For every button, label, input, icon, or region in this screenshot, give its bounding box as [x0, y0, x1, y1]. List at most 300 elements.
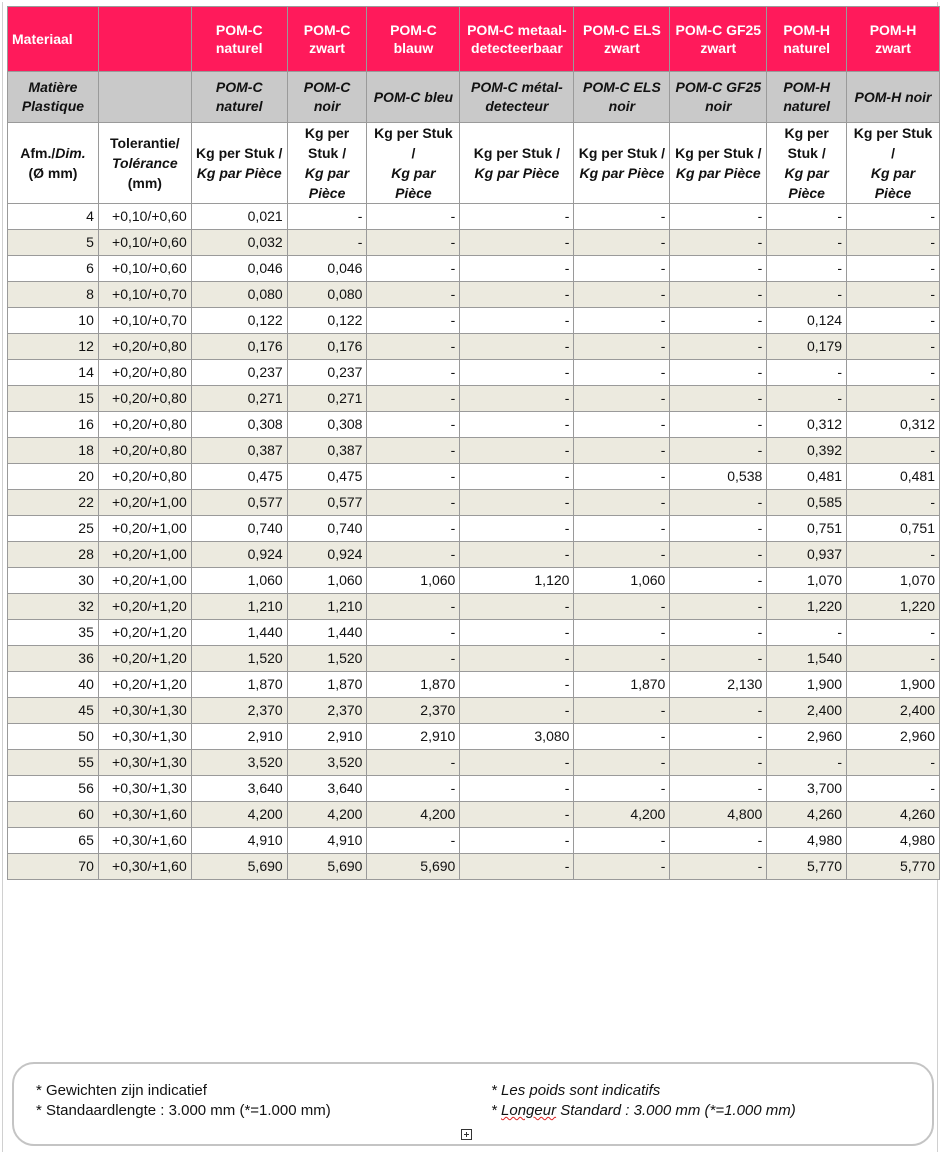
header-row-units — [8, 123, 940, 204]
weight-cell: 1,900 — [847, 672, 940, 698]
tolerance-cell: +0,20/+1,00 — [98, 516, 191, 542]
dimension-cell: 6 — [8, 256, 99, 282]
weight-cell: 4,980 — [847, 828, 940, 854]
weight-cell: - — [287, 230, 367, 256]
weight-cell: - — [574, 204, 670, 230]
tolerance-cell: +0,10/+0,70 — [98, 308, 191, 334]
weight-cell: 3,640 — [191, 776, 287, 802]
dimension-cell: 22 — [8, 490, 99, 516]
weight-cell: - — [670, 204, 767, 230]
weight-cell: 0,751 — [847, 516, 940, 542]
materiaal-label: Materiaal — [8, 7, 99, 72]
kg-label-fr: Kg par Pièce — [784, 165, 829, 201]
weight-cell: - — [767, 230, 847, 256]
weight-cell: - — [574, 308, 670, 334]
table-row — [8, 438, 940, 464]
weight-cell: - — [460, 204, 574, 230]
weight-cell: 0,392 — [767, 438, 847, 464]
weight-cell: - — [460, 698, 574, 724]
material-fr-8: POM-H noir — [847, 72, 940, 123]
table-row — [8, 750, 940, 776]
weight-cell: - — [574, 334, 670, 360]
dimension-cell: 65 — [8, 828, 99, 854]
kg-header — [191, 123, 287, 204]
weight-cell: 2,370 — [367, 698, 460, 724]
weight-cell: 1,060 — [191, 568, 287, 594]
tolerance-unit: (mm) — [127, 175, 162, 191]
weight-cell: 1,210 — [191, 594, 287, 620]
weight-cell: 0,122 — [287, 308, 367, 334]
weight-cell: - — [574, 854, 670, 880]
weight-cell: 0,021 — [191, 204, 287, 230]
table-row — [8, 802, 940, 828]
weight-cell: - — [574, 698, 670, 724]
weight-cell: - — [574, 412, 670, 438]
material-nl-3: POM-C blauw — [367, 7, 460, 72]
weight-cell: 0,032 — [191, 230, 287, 256]
dimension-cell: 5 — [8, 230, 99, 256]
tolerance-cell: +0,30/+1,30 — [98, 776, 191, 802]
weight-cell: 1,870 — [367, 672, 460, 698]
weight-cell: - — [670, 360, 767, 386]
table-row — [8, 646, 940, 672]
weight-cell: - — [574, 360, 670, 386]
tolerance-cell: +0,30/+1,60 — [98, 854, 191, 880]
kg-label-nl: Kg per Stuk / — [853, 125, 933, 161]
weight-cell: 1,210 — [287, 594, 367, 620]
dimension-cell: 4 — [8, 204, 99, 230]
tolerance-cell: +0,20/+1,20 — [98, 646, 191, 672]
weight-cell: 1,520 — [287, 646, 367, 672]
weight-cell: 1,220 — [767, 594, 847, 620]
table-row — [8, 828, 940, 854]
weight-cell: 1,070 — [847, 568, 940, 594]
weight-cell: - — [767, 360, 847, 386]
weight-cell: 0,585 — [767, 490, 847, 516]
weight-cell: - — [670, 230, 767, 256]
weight-cell: - — [574, 386, 670, 412]
weights-table — [7, 6, 940, 880]
kg-label-nl: Kg per Stuk / — [578, 145, 666, 161]
weight-cell: 2,370 — [287, 698, 367, 724]
weight-cell: - — [287, 204, 367, 230]
kg-label-nl: Kg per Stuk / — [675, 145, 762, 161]
weight-cell: - — [460, 230, 574, 256]
kg-header — [287, 123, 367, 204]
weight-cell: 1,900 — [767, 672, 847, 698]
weight-cell: - — [367, 646, 460, 672]
weight-cell: - — [670, 620, 767, 646]
weight-cell: 4,800 — [670, 802, 767, 828]
dimension-cell: 36 — [8, 646, 99, 672]
weight-cell: - — [670, 646, 767, 672]
tolerance-cell: +0,30/+1,30 — [98, 750, 191, 776]
kg-header — [460, 123, 574, 204]
weight-cell: - — [847, 776, 940, 802]
material-fr-6: POM-C GF25 noir — [670, 72, 767, 123]
tolerance-cell: +0,10/+0,60 — [98, 230, 191, 256]
weight-cell: 0,387 — [191, 438, 287, 464]
weight-cell: - — [574, 490, 670, 516]
table-row — [8, 230, 940, 256]
kg-label-nl: Kg per Stuk / — [784, 125, 829, 161]
kg-label-fr: Kg par Pièce — [304, 165, 350, 201]
weight-cell: - — [847, 256, 940, 282]
table-row — [8, 282, 940, 308]
weight-cell: 4,200 — [574, 802, 670, 828]
weight-cell: - — [460, 464, 574, 490]
weight-cell: - — [460, 672, 574, 698]
footnote-length-fr — [491, 1101, 796, 1121]
weight-cell: - — [460, 620, 574, 646]
weight-cell: - — [847, 308, 940, 334]
tolerance-label-nl: Tolerantie/ — [109, 135, 180, 151]
weight-cell: - — [367, 620, 460, 646]
weight-cell: 2,370 — [191, 698, 287, 724]
weight-cell: - — [460, 490, 574, 516]
table-row — [8, 464, 940, 490]
kg-label-fr: Kg par Pièce — [675, 165, 761, 181]
misspelled-word: Longeur — [501, 1102, 557, 1119]
table-row — [8, 256, 940, 282]
weight-cell: - — [367, 230, 460, 256]
weight-cell: - — [367, 490, 460, 516]
dimension-cell: 10 — [8, 308, 99, 334]
tolerance-cell: +0,30/+1,30 — [98, 724, 191, 750]
weight-cell: 1,540 — [767, 646, 847, 672]
tolerance-cell: +0,20/+1,00 — [98, 490, 191, 516]
weight-cell: 4,260 — [847, 802, 940, 828]
weight-cell: - — [460, 516, 574, 542]
material-fr-7: POM-H naturel — [767, 72, 847, 123]
weight-cell: - — [367, 308, 460, 334]
weight-cell: 4,980 — [767, 828, 847, 854]
dimension-cell: 12 — [8, 334, 99, 360]
weight-cell: - — [574, 230, 670, 256]
kg-label-nl: Kg per Stuk / — [374, 125, 453, 161]
table-row — [8, 854, 940, 880]
table-row — [8, 620, 940, 646]
weight-cell: 0,740 — [191, 516, 287, 542]
dimension-cell: 70 — [8, 854, 99, 880]
weight-cell: - — [460, 750, 574, 776]
material-fr-4: POM-C métal-detecteur — [460, 72, 574, 123]
sheet-page — [2, 2, 938, 1152]
weight-cell: 0,122 — [191, 308, 287, 334]
dimension-cell: 40 — [8, 672, 99, 698]
tolerance-cell: +0,20/+0,80 — [98, 386, 191, 412]
tolerance-cell: +0,30/+1,30 — [98, 698, 191, 724]
weight-cell: 0,740 — [287, 516, 367, 542]
table-row — [8, 698, 940, 724]
material-nl-4: POM-C metaal-detecteerbaar — [460, 7, 574, 72]
table-row — [8, 594, 940, 620]
weight-cell: - — [367, 334, 460, 360]
weight-cell: 0,481 — [767, 464, 847, 490]
table-row — [8, 412, 940, 438]
weight-cell: - — [670, 308, 767, 334]
material-nl-7: POM-H naturel — [767, 7, 847, 72]
weight-cell: - — [367, 594, 460, 620]
tolerance-cell: +0,20/+0,80 — [98, 412, 191, 438]
weight-cell: - — [367, 516, 460, 542]
weight-cell: 1,060 — [367, 568, 460, 594]
tolerance-cell: +0,30/+1,60 — [98, 828, 191, 854]
weight-cell: - — [670, 256, 767, 282]
weight-cell: - — [670, 724, 767, 750]
dimension-label-fr: Dim. — [55, 145, 86, 161]
tolerance-header — [98, 123, 191, 204]
weight-cell: 3,520 — [287, 750, 367, 776]
weight-cell: 0,475 — [287, 464, 367, 490]
weight-cell: 1,060 — [574, 568, 670, 594]
weight-cell: 0,475 — [191, 464, 287, 490]
weight-cell: - — [767, 256, 847, 282]
weight-cell: - — [847, 386, 940, 412]
weight-cell: 0,577 — [287, 490, 367, 516]
kg-label-nl: Kg per Stuk / — [473, 145, 561, 161]
weight-cell: - — [574, 620, 670, 646]
weight-cell: 0,308 — [287, 412, 367, 438]
weight-cell: 1,870 — [287, 672, 367, 698]
weight-cell: 4,200 — [287, 802, 367, 828]
weight-cell: 0,176 — [287, 334, 367, 360]
tolerance-cell: +0,20/+1,00 — [98, 568, 191, 594]
weight-cell: - — [670, 568, 767, 594]
weight-cell: 0,924 — [287, 542, 367, 568]
weight-cell: - — [460, 776, 574, 802]
weight-cell: 5,770 — [767, 854, 847, 880]
weight-cell: 1,870 — [191, 672, 287, 698]
table-row — [8, 360, 940, 386]
weight-cell: - — [460, 854, 574, 880]
weight-cell: - — [367, 256, 460, 282]
material-fr-2: POM-C noir — [287, 72, 367, 123]
weight-cell: 5,690 — [287, 854, 367, 880]
tolerance-cell: +0,10/+0,70 — [98, 282, 191, 308]
dimension-cell: 56 — [8, 776, 99, 802]
kg-label-fr: Kg par Pièce — [391, 165, 436, 201]
weight-cell: - — [847, 334, 940, 360]
weight-cell: - — [847, 438, 940, 464]
weight-cell: - — [460, 334, 574, 360]
table-row — [8, 724, 940, 750]
weight-cell: 0,312 — [847, 412, 940, 438]
weight-cell: - — [460, 282, 574, 308]
material-nl-5: POM-C ELS zwart — [574, 7, 670, 72]
weight-cell: - — [847, 360, 940, 386]
weight-cell: 1,520 — [191, 646, 287, 672]
weight-cell: 0,176 — [191, 334, 287, 360]
weight-cell: 0,124 — [767, 308, 847, 334]
weight-cell: - — [460, 308, 574, 334]
weight-cell: - — [574, 256, 670, 282]
dimension-cell: 8 — [8, 282, 99, 308]
weight-cell: - — [574, 438, 670, 464]
header-row-materiaal — [8, 7, 940, 72]
dimension-cell: 20 — [8, 464, 99, 490]
weight-cell: - — [574, 724, 670, 750]
weight-cell: - — [847, 490, 940, 516]
weight-cell: - — [670, 334, 767, 360]
weight-cell: 3,640 — [287, 776, 367, 802]
weight-cell: 2,960 — [767, 724, 847, 750]
dimension-cell: 35 — [8, 620, 99, 646]
weight-cell: - — [367, 204, 460, 230]
weight-cell: 0,080 — [191, 282, 287, 308]
weight-cell: 1,060 — [287, 568, 367, 594]
tolerance-label-fr: Tolérance — [112, 155, 178, 171]
weight-cell: - — [574, 776, 670, 802]
weight-cell: - — [574, 750, 670, 776]
weight-cell: - — [847, 230, 940, 256]
weight-cell: - — [670, 282, 767, 308]
weight-cell: 4,200 — [191, 802, 287, 828]
weight-cell: - — [460, 828, 574, 854]
weight-cell: 0,271 — [191, 386, 287, 412]
tolerance-cell: +0,20/+0,80 — [98, 438, 191, 464]
weight-cell: 0,046 — [287, 256, 367, 282]
matiere-label: Matière Plastique — [8, 72, 99, 123]
weight-cell: - — [574, 594, 670, 620]
weight-cell: - — [767, 386, 847, 412]
weight-cell: 5,690 — [191, 854, 287, 880]
material-fr-1: POM-C naturel — [191, 72, 287, 123]
dimension-cell: 18 — [8, 438, 99, 464]
weight-cell: 1,440 — [191, 620, 287, 646]
weight-cell: - — [460, 542, 574, 568]
weight-cell: - — [847, 750, 940, 776]
weight-cell: 4,260 — [767, 802, 847, 828]
weight-cell: 3,080 — [460, 724, 574, 750]
weight-cell: 2,130 — [670, 672, 767, 698]
kg-header — [670, 123, 767, 204]
weight-cell: 5,690 — [367, 854, 460, 880]
tolerance-cell: +0,20/+1,00 — [98, 542, 191, 568]
weight-cell: - — [670, 828, 767, 854]
weight-cell: - — [460, 386, 574, 412]
weight-cell: - — [670, 412, 767, 438]
weight-cell: 0,237 — [191, 360, 287, 386]
weight-cell: - — [574, 646, 670, 672]
weight-cell: - — [670, 750, 767, 776]
weight-cell: 3,520 — [191, 750, 287, 776]
expand-plus-icon[interactable] — [461, 1129, 472, 1140]
dimension-cell: 32 — [8, 594, 99, 620]
weight-cell: - — [574, 516, 670, 542]
weight-cell: - — [670, 542, 767, 568]
footnote-length-nl: * Standaardlengte : 3.000 mm (*=1.000 mm) — [36, 1102, 331, 1119]
subheader-empty-cell — [98, 72, 191, 123]
kg-header — [367, 123, 460, 204]
weight-cell: 0,271 — [287, 386, 367, 412]
dimension-cell: 55 — [8, 750, 99, 776]
weight-cell: - — [670, 854, 767, 880]
weight-cell: - — [847, 282, 940, 308]
weight-cell: - — [367, 412, 460, 438]
material-fr-3: POM-C bleu — [367, 72, 460, 123]
weight-cell: - — [460, 360, 574, 386]
weight-cell: - — [767, 620, 847, 646]
dimension-cell: 30 — [8, 568, 99, 594]
weight-cell: - — [367, 776, 460, 802]
weight-cell: 1,120 — [460, 568, 574, 594]
table-row — [8, 204, 940, 230]
weight-cell: 0,924 — [191, 542, 287, 568]
kg-header — [847, 123, 940, 204]
weight-cell: 2,910 — [367, 724, 460, 750]
weight-cell: - — [460, 594, 574, 620]
tolerance-cell: +0,20/+1,20 — [98, 672, 191, 698]
dimension-cell: 45 — [8, 698, 99, 724]
tolerance-cell: +0,20/+1,20 — [98, 594, 191, 620]
weight-cell: 0,751 — [767, 516, 847, 542]
material-nl-6: POM-C GF25 zwart — [670, 7, 767, 72]
tolerance-cell: +0,10/+0,60 — [98, 204, 191, 230]
weight-cell: - — [574, 464, 670, 490]
weight-cell: 1,070 — [767, 568, 847, 594]
tolerance-cell: +0,20/+1,20 — [98, 620, 191, 646]
weight-cell: 0,237 — [287, 360, 367, 386]
weight-cell: 0,577 — [191, 490, 287, 516]
dimension-cell: 60 — [8, 802, 99, 828]
tolerance-cell: +0,30/+1,60 — [98, 802, 191, 828]
weight-cell: - — [670, 516, 767, 542]
weight-cell: - — [670, 776, 767, 802]
footnote-length-fr-prefix: * — [491, 1102, 502, 1119]
weight-cell: 0,179 — [767, 334, 847, 360]
weight-cell: - — [767, 282, 847, 308]
table-row — [8, 334, 940, 360]
dimension-cell: 50 — [8, 724, 99, 750]
weight-cell: 0,308 — [191, 412, 287, 438]
weight-cell: 2,960 — [847, 724, 940, 750]
weight-cell: - — [367, 360, 460, 386]
dimension-header — [8, 123, 99, 204]
weight-cell: - — [670, 490, 767, 516]
weight-cell: 4,200 — [367, 802, 460, 828]
weight-cell: 0,481 — [847, 464, 940, 490]
weight-cell: - — [367, 282, 460, 308]
table-row — [8, 308, 940, 334]
weight-cell: - — [367, 542, 460, 568]
tolerance-cell: +0,20/+0,80 — [98, 464, 191, 490]
kg-label-nl: Kg per Stuk / — [304, 125, 350, 161]
material-nl-8: POM-H zwart — [847, 7, 940, 72]
weight-cell: - — [847, 204, 940, 230]
dimension-cell: 16 — [8, 412, 99, 438]
weight-cell: 0,538 — [670, 464, 767, 490]
tolerance-cell: +0,20/+0,80 — [98, 334, 191, 360]
weight-cell: - — [670, 594, 767, 620]
header-empty-cell — [98, 7, 191, 72]
footnote-length-fr-rest: Standard : 3.000 mm (*=1.000 mm) — [556, 1102, 796, 1119]
table-row — [8, 568, 940, 594]
dimension-cell: 14 — [8, 360, 99, 386]
weight-cell: - — [670, 698, 767, 724]
weight-cell: - — [847, 646, 940, 672]
tolerance-cell: +0,20/+0,80 — [98, 360, 191, 386]
weight-cell: 0,387 — [287, 438, 367, 464]
table-row — [8, 490, 940, 516]
weight-cell: - — [767, 204, 847, 230]
weight-cell: 4,910 — [191, 828, 287, 854]
weight-cell: - — [574, 282, 670, 308]
kg-label-fr: Kg par Pièce — [870, 165, 916, 201]
dimension-unit: (Ø mm) — [28, 165, 78, 181]
weight-cell: - — [670, 386, 767, 412]
kg-label-fr: Kg par Pièce — [474, 165, 560, 181]
